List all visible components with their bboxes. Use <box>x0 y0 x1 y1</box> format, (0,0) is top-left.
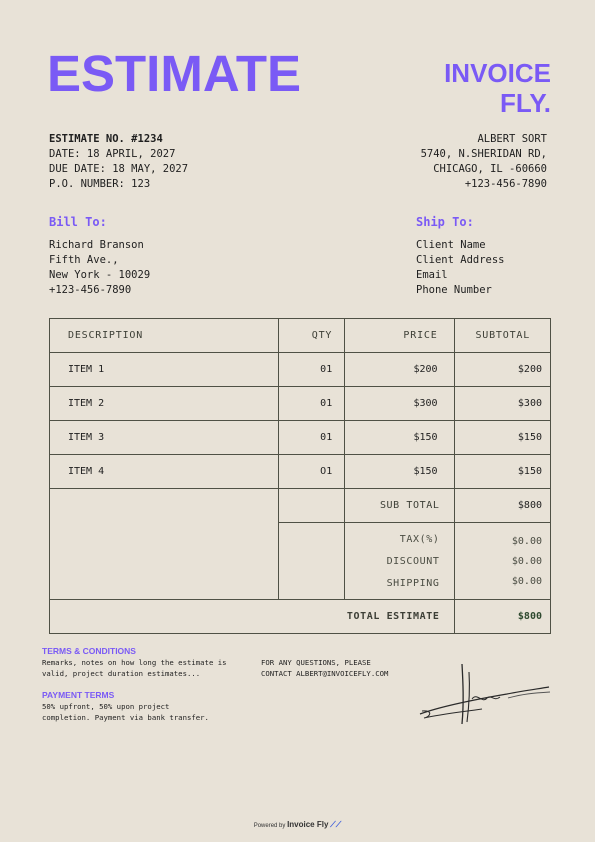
item-price: $200 <box>345 353 454 387</box>
items-table <box>49 318 551 634</box>
item-description: ITEM 4 <box>50 455 279 489</box>
header-description: DESCRIPTION <box>50 319 279 353</box>
header-qty: QTY <box>278 319 344 353</box>
discount-value: $0.00 <box>511 556 542 567</box>
bill-to-block <box>49 238 150 298</box>
brand-line-2: FLY. <box>499 88 551 118</box>
item-description: ITEM 2 <box>50 387 279 421</box>
bill-to-phone: +123-456-7890 <box>49 284 132 296</box>
payment-line-2: completion. Payment via bank transfer. <box>42 713 209 722</box>
total-estimate-label: TOTAL ESTIMATE <box>50 600 455 634</box>
item-description: ITEM 3 <box>50 421 279 455</box>
table-row <box>50 353 551 387</box>
item-subtotal: $150 <box>454 421 550 455</box>
table-row <box>50 421 551 455</box>
brand-logo-text <box>444 58 551 118</box>
empty-qty-cell <box>278 523 344 600</box>
payment-terms-label: PAYMENT TERMS <box>42 690 115 700</box>
ship-to-block <box>416 238 505 298</box>
bill-to-street: Fifth Ave., <box>49 254 119 266</box>
powered-by-brand: Invoice Fly <box>287 820 329 829</box>
document-title: ESTIMATE <box>47 45 302 102</box>
sender-phone: +123-456-7890 <box>464 178 547 190</box>
header-subtotal: SUBTOTAL <box>454 319 550 353</box>
item-subtotal: $300 <box>454 387 550 421</box>
item-price: $150 <box>345 421 454 455</box>
subtotal-row <box>50 489 551 523</box>
ship-to-email: Email <box>416 269 448 281</box>
adjustment-labels <box>345 523 454 600</box>
po-number: P.O. NUMBER: 123 <box>49 178 151 190</box>
tax-value: $0.00 <box>511 536 542 547</box>
ship-to-name: Client Name <box>416 239 486 251</box>
table-row <box>50 387 551 421</box>
shipping-label: SHIPPING <box>386 578 440 589</box>
header-price: PRICE <box>345 319 454 353</box>
terms-line-2: valid, project duration estimates... <box>42 669 201 678</box>
sender-name: ALBERT SORT <box>477 133 547 145</box>
contact-line-1: FOR ANY QUESTIONS, PLEASE <box>261 658 371 667</box>
contact-note <box>261 657 388 679</box>
ship-to-phone: Phone Number <box>416 284 492 296</box>
item-subtotal: $200 <box>454 353 550 387</box>
estimate-date: DATE: 18 APRIL, 2027 <box>49 148 176 160</box>
item-qty: O1 <box>278 455 344 489</box>
sender-address-1: 5740, N.SHERIDAN RD, <box>420 148 547 160</box>
bill-to-label: Bill To: <box>49 215 107 229</box>
bill-to-city: New York - 10029 <box>49 269 151 281</box>
estimate-number: ESTIMATE NO. #1234 <box>49 133 163 145</box>
ship-to-label: Ship To: <box>416 215 474 229</box>
adjustment-values <box>454 523 550 600</box>
terms-line-1: Remarks, notes on how long the estimate is <box>42 658 227 667</box>
sender-address-2: CHICAGO, IL -60660 <box>433 163 547 175</box>
sub-total-value: $800 <box>454 489 550 523</box>
shipping-value: $0.00 <box>511 576 542 587</box>
table-header-row <box>50 319 551 353</box>
item-subtotal: $150 <box>454 455 550 489</box>
table-row <box>50 455 551 489</box>
estimate-info <box>49 132 188 192</box>
terms-label: TERMS & CONDITIONS <box>42 646 136 656</box>
terms-text <box>42 657 227 679</box>
estimate-due-date: DUE DATE: 18 MAY, 2027 <box>49 163 189 175</box>
ship-to-address: Client Address <box>416 254 505 266</box>
bill-to-name: Richard Branson <box>49 239 144 251</box>
item-qty: 01 <box>278 387 344 421</box>
powered-by-prefix: Powered by <box>253 823 286 829</box>
sub-total-label: SUB TOTAL <box>345 489 454 523</box>
tax-label: TAX(%) <box>399 534 440 545</box>
item-price: $300 <box>345 387 454 421</box>
powered-by-badge <box>0 820 595 830</box>
payment-terms-text <box>42 701 209 723</box>
brand-line-1: INVOICE <box>444 58 551 88</box>
payment-line-1: 50% upfront, 50% upon project <box>42 702 170 711</box>
invoice-fly-logo-icon: ⟋⟋ <box>330 820 342 829</box>
item-price: $150 <box>345 455 454 489</box>
signature <box>412 654 557 729</box>
item-qty: 01 <box>278 421 344 455</box>
item-qty: 01 <box>278 353 344 387</box>
total-row <box>50 600 551 634</box>
empty-notes-cell <box>50 489 279 600</box>
contact-line-2: CONTACT ALBERT@INVOICEFLY.COM <box>261 669 389 678</box>
empty-qty-cell <box>278 489 344 523</box>
sender-info <box>421 132 547 192</box>
item-description: ITEM 1 <box>50 353 279 387</box>
total-estimate-value: $800 <box>454 600 550 634</box>
discount-label: DISCOUNT <box>386 556 440 567</box>
